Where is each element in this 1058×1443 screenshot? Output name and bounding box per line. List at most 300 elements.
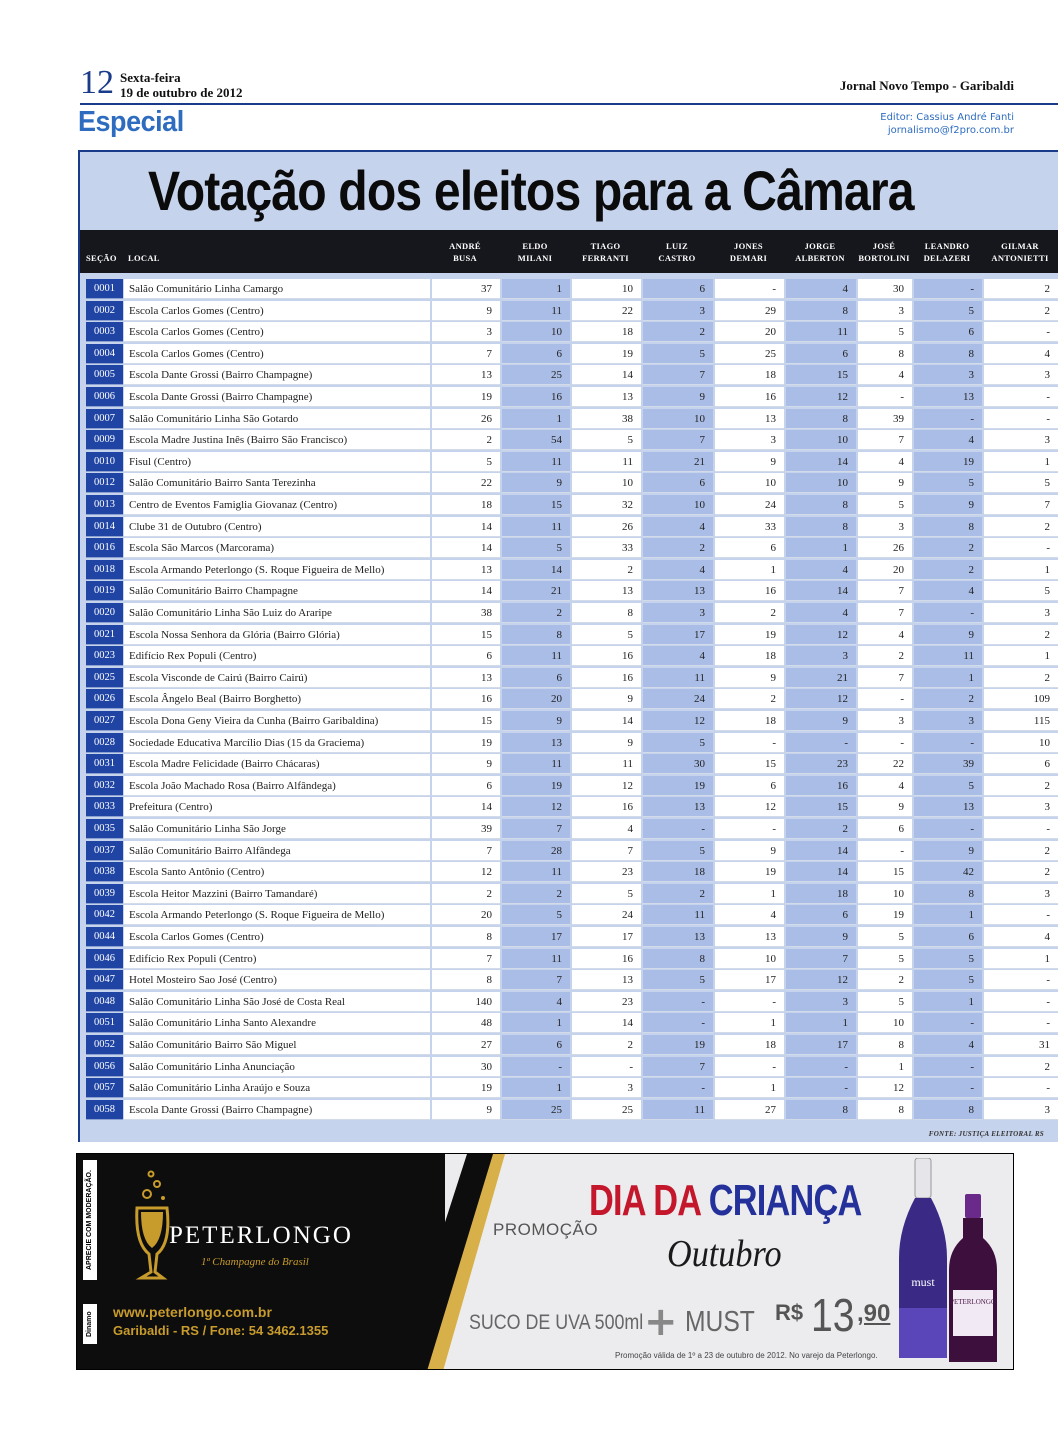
candidate-first-name: ANDRÉ: [449, 241, 481, 251]
vote-count: 15: [786, 365, 856, 385]
vote-count: 1: [715, 884, 784, 904]
issue-date: [120, 70, 243, 100]
vote-count: 9: [858, 797, 912, 817]
vote-count: 18: [432, 495, 500, 515]
vote-count: 9: [502, 473, 570, 493]
vote-count: 2: [984, 668, 1058, 688]
vote-count: 19: [858, 905, 912, 925]
candidate-last-name: FERRANTI: [582, 253, 629, 263]
vote-count: 8: [858, 1100, 912, 1120]
vote-count: 11: [502, 452, 570, 472]
vote-count: 54: [502, 430, 570, 450]
vote-count: -: [858, 387, 912, 407]
vote-count: -: [984, 992, 1058, 1012]
vote-count: 13: [572, 387, 641, 407]
vote-count: 10: [984, 733, 1058, 753]
polling-location: Salão Comunitário Linha São Jorge: [124, 819, 430, 839]
page-number: 12: [80, 64, 114, 101]
vote-count: 19: [643, 776, 713, 796]
vote-count: 18: [715, 646, 784, 666]
section-number: 0056: [86, 1057, 123, 1077]
table-row: [80, 365, 1058, 385]
vote-count: 14: [572, 711, 641, 731]
table-row: [80, 970, 1058, 990]
vote-count: 15: [432, 625, 500, 645]
vote-count: 2: [502, 884, 570, 904]
ad-headline-b: CRIANÇA: [708, 1176, 862, 1225]
table-row: [80, 1100, 1058, 1120]
vote-count: -: [858, 841, 912, 861]
table-row: [80, 279, 1058, 299]
section-number: 0006: [86, 387, 123, 407]
vote-count: 23: [572, 992, 641, 1012]
vote-count: 10: [786, 430, 856, 450]
vote-count: -: [984, 1078, 1058, 1098]
vote-count: -: [914, 1013, 982, 1033]
ad-website-link[interactable]: www.peterlongo.com.br: [113, 1304, 272, 1320]
vote-count: 2: [432, 884, 500, 904]
section-number: 0012: [86, 473, 123, 493]
polling-location: Salão Comunitário Linha São Gotardo: [124, 409, 430, 429]
vote-count: 16: [572, 668, 641, 688]
vote-count: 5: [984, 581, 1058, 601]
vote-count: 11: [572, 754, 641, 774]
vote-count: 16: [432, 689, 500, 709]
section-number: 0014: [86, 517, 123, 537]
gold-swoosh-decoration: [397, 1154, 507, 1370]
section-number: 0027: [86, 711, 123, 731]
vote-count: 4: [502, 992, 570, 1012]
vote-count: 1: [715, 560, 784, 580]
peterlongo-ad[interactable]: [76, 1153, 1014, 1370]
section-number: 0046: [86, 949, 123, 969]
vote-count: 13: [715, 409, 784, 429]
vote-count: 6: [786, 344, 856, 364]
vote-count: -: [984, 970, 1058, 990]
vote-count: 8: [643, 949, 713, 969]
vote-count: 1: [502, 279, 570, 299]
vote-count: 19: [572, 344, 641, 364]
section-number: 0025: [86, 668, 123, 688]
vote-count: -: [914, 733, 982, 753]
vote-count: 5: [858, 992, 912, 1012]
vote-count: 2: [914, 689, 982, 709]
date: 19 de outubro de 2012: [120, 85, 243, 100]
vote-count: 9: [786, 927, 856, 947]
vote-count: 48: [432, 1013, 500, 1033]
table-row: [80, 387, 1058, 407]
vote-count: 18: [715, 1035, 784, 1055]
vote-count: 5: [572, 884, 641, 904]
vote-count: -: [715, 1057, 784, 1077]
vote-count: 8: [572, 603, 641, 623]
vote-count: 21: [786, 668, 856, 688]
vote-count: -: [914, 409, 982, 429]
table-row: [80, 797, 1058, 817]
table-row: [80, 884, 1058, 904]
vote-count: 6: [643, 279, 713, 299]
candidate-last-name: BUSA: [453, 253, 477, 263]
table-row: [80, 473, 1058, 493]
vote-count: 38: [572, 409, 641, 429]
vote-count: 10: [858, 884, 912, 904]
vote-count: 3: [786, 992, 856, 1012]
vote-count: 22: [858, 754, 912, 774]
col-header-secao: SEÇÃO: [86, 253, 117, 263]
vote-count: 10: [858, 1013, 912, 1033]
candidate-last-name: DELAZERI: [923, 253, 971, 263]
vote-count: 9: [715, 841, 784, 861]
candidate-last-name: ANTONIETTI: [991, 253, 1049, 263]
vote-count: 8: [786, 409, 856, 429]
vote-count: 3: [984, 430, 1058, 450]
vote-count: 18: [715, 365, 784, 385]
vote-count: 2: [984, 1057, 1058, 1077]
vote-count: 2: [984, 625, 1058, 645]
polling-location: Escola João Machado Rosa (Bairro Alfândega): [124, 776, 430, 796]
table-row: [80, 430, 1058, 450]
vote-count: -: [984, 409, 1058, 429]
polling-location: Escola Armando Peterlongo (S. Roque Figueira de Mello): [124, 905, 430, 925]
newspaper-name: Jornal Novo Tempo - Garibaldi: [839, 78, 1014, 93]
vote-count: 1: [715, 1078, 784, 1098]
table-row: [80, 862, 1058, 882]
polling-location: Escola Dante Grossi (Bairro Champagne): [124, 1100, 430, 1120]
editor-email[interactable]: jornalismo@f2pro.com.br: [887, 125, 1014, 136]
table-row: [80, 581, 1058, 601]
vote-count: 14: [502, 560, 570, 580]
vote-count: 39: [432, 819, 500, 839]
vote-count: 2: [984, 841, 1058, 861]
vote-count: -: [786, 1078, 856, 1098]
vote-count: 42: [914, 862, 982, 882]
bottle2-label: PETERLONGO: [950, 1298, 996, 1306]
vote-count: 24: [572, 905, 641, 925]
vote-count: 3: [914, 365, 982, 385]
col-header-candidate: [641, 240, 713, 264]
vote-count: 2: [914, 538, 982, 558]
vote-count: 9: [914, 841, 982, 861]
vote-count: 3: [984, 603, 1058, 623]
vote-count: 6: [984, 754, 1058, 774]
vote-count: 16: [572, 646, 641, 666]
section-number: 0018: [86, 560, 123, 580]
vote-count: 1: [502, 1078, 570, 1098]
vote-count: -: [572, 1057, 641, 1077]
vote-count: 11: [643, 905, 713, 925]
vote-count: 4: [914, 430, 982, 450]
vote-count: 6: [914, 322, 982, 342]
vote-count: 17: [786, 1035, 856, 1055]
vote-count: 6: [502, 1035, 570, 1055]
vote-count: 8: [858, 344, 912, 364]
vote-count: 7: [984, 495, 1058, 515]
vote-count: 5: [914, 776, 982, 796]
vote-count: 3: [786, 646, 856, 666]
vote-count: 6: [715, 776, 784, 796]
vote-count: 12: [643, 711, 713, 731]
vote-count: 6: [432, 776, 500, 796]
vote-count: 18: [786, 884, 856, 904]
vote-count: 12: [786, 970, 856, 990]
vote-count: 3: [572, 1078, 641, 1098]
editor-info: [880, 111, 1014, 137]
vote-count: 5: [914, 949, 982, 969]
vote-count: 14: [572, 1013, 641, 1033]
vote-count: 9: [858, 473, 912, 493]
vote-count: 13: [502, 733, 570, 753]
section-number: 0021: [86, 625, 123, 645]
vote-count: 2: [715, 689, 784, 709]
vote-count: 4: [643, 517, 713, 537]
editor-name: Editor: Cassius André Fanti: [880, 112, 1014, 123]
vote-count: 3: [858, 301, 912, 321]
vote-count: 18: [643, 862, 713, 882]
section-number: 0037: [86, 841, 123, 861]
polling-location: Escola Madre Justina Inês (Bairro São Francisco): [124, 430, 430, 450]
ad-tagline: 1ª Champagne do Brasil: [201, 1256, 309, 1268]
vote-count: 5: [572, 430, 641, 450]
col-header-candidate: [784, 240, 856, 264]
vote-count: 26: [858, 538, 912, 558]
vote-count: 3: [984, 365, 1058, 385]
vote-count: 7: [572, 841, 641, 861]
col-header-candidate: [500, 240, 570, 264]
candidate-last-name: CASTRO: [658, 253, 696, 263]
vote-count: 2: [984, 279, 1058, 299]
vote-count: 8: [432, 970, 500, 990]
vote-count: 4: [715, 905, 784, 925]
table-row: [80, 1078, 1058, 1098]
section-title: Especial: [78, 106, 184, 138]
vote-count: 5: [643, 733, 713, 753]
table-row: [80, 819, 1058, 839]
polling-location: Escola Ângelo Beal (Bairro Borghetto): [124, 689, 430, 709]
vote-count: 7: [432, 949, 500, 969]
vote-count: 25: [502, 1100, 570, 1120]
polling-location: Salão Comunitário Bairro Santa Terezinha: [124, 473, 430, 493]
section-number: 0028: [86, 733, 123, 753]
ad-brand: PETERLONGO: [169, 1222, 353, 1249]
vote-count: 14: [786, 452, 856, 472]
section-number: 0038: [86, 862, 123, 882]
polling-location: Escola Madre Felicidade (Bairro Chácaras): [124, 754, 430, 774]
vote-count: -: [643, 1078, 713, 1098]
vote-count: 23: [572, 862, 641, 882]
vote-count: 8: [914, 884, 982, 904]
vote-count: 5: [984, 473, 1058, 493]
table-row: [80, 452, 1058, 472]
vote-count: 7: [643, 430, 713, 450]
vote-count: 2: [572, 1035, 641, 1055]
table-row: [80, 344, 1058, 364]
section-number: 0035: [86, 819, 123, 839]
vote-count: 1: [715, 1013, 784, 1033]
vote-count: -: [786, 733, 856, 753]
vote-count: 30: [432, 1057, 500, 1077]
section-number: 0003: [86, 322, 123, 342]
vote-count: 39: [858, 409, 912, 429]
weekday: Sexta-feira: [120, 70, 181, 85]
vote-count: 16: [572, 949, 641, 969]
candidate-first-name: GILMAR: [1001, 241, 1039, 251]
vote-count: 11: [502, 949, 570, 969]
vote-count: 12: [715, 797, 784, 817]
vote-count: 13: [643, 581, 713, 601]
vote-count: 14: [786, 841, 856, 861]
vote-count: 39: [914, 754, 982, 774]
vote-count: 5: [643, 344, 713, 364]
vote-count: 1: [914, 905, 982, 925]
polling-location: Escola Carlos Gomes (Centro): [124, 322, 430, 342]
vote-count: 32: [572, 495, 641, 515]
polling-location: Salão Comunitário Linha Araújo e Souza: [124, 1078, 430, 1098]
vote-count: 3: [914, 711, 982, 731]
vote-count: 17: [643, 625, 713, 645]
vote-count: 3: [984, 1100, 1058, 1120]
vote-count: 8: [502, 625, 570, 645]
vote-count: 4: [643, 560, 713, 580]
vote-count: 10: [715, 473, 784, 493]
vote-count: 8: [914, 344, 982, 364]
vote-count: 4: [858, 452, 912, 472]
vote-count: 4: [572, 819, 641, 839]
polling-location: Escola Nossa Senhora da Glória (Bairro Glória): [124, 625, 430, 645]
vote-count: 2: [984, 517, 1058, 537]
table-row: [80, 322, 1058, 342]
section-number: 0001: [86, 279, 123, 299]
col-header-candidate: [430, 240, 500, 264]
vote-count: 38: [432, 603, 500, 623]
vote-count: 8: [432, 927, 500, 947]
vote-count: 8: [914, 517, 982, 537]
vote-count: -: [715, 733, 784, 753]
article-title: Votação dos eleitos para a Câmara: [148, 159, 914, 222]
vote-count: 13: [914, 387, 982, 407]
polling-location: Escola Carlos Gomes (Centro): [124, 301, 430, 321]
vote-count: 10: [572, 473, 641, 493]
vote-count: 20: [432, 905, 500, 925]
candidate-last-name: BORTOLINI: [858, 253, 910, 263]
vote-count: 11: [786, 322, 856, 342]
vote-count: 18: [572, 322, 641, 342]
vote-count: 13: [432, 668, 500, 688]
vote-count: 7: [502, 819, 570, 839]
vote-count: 6: [502, 668, 570, 688]
vote-count: 8: [786, 1100, 856, 1120]
vote-count: 26: [432, 409, 500, 429]
table-row: [80, 603, 1058, 623]
vote-count: 9: [914, 495, 982, 515]
table-row: [80, 301, 1058, 321]
section-number: 0026: [86, 689, 123, 709]
section-number: 0009: [86, 430, 123, 450]
vote-count: 33: [715, 517, 784, 537]
polling-location: Escola Heitor Mazzini (Bairro Tamandaré): [124, 884, 430, 904]
vote-count: 13: [432, 365, 500, 385]
section-number: 0010: [86, 452, 123, 472]
vote-count: 13: [572, 581, 641, 601]
vote-count: 109: [984, 689, 1058, 709]
vote-count: 14: [432, 517, 500, 537]
vote-count: -: [914, 279, 982, 299]
section-number: 0004: [86, 344, 123, 364]
vote-count: 3: [643, 603, 713, 623]
table-row: [80, 733, 1058, 753]
vote-count: 11: [502, 301, 570, 321]
vote-count: 5: [858, 495, 912, 515]
polling-location: Escola Dona Geny Vieira da Cunha (Bairro Garibaldina): [124, 711, 430, 731]
vote-count: 7: [858, 430, 912, 450]
vote-count: 31: [984, 1035, 1058, 1055]
vote-count: 1: [984, 452, 1058, 472]
vote-count: -: [984, 538, 1058, 558]
polling-location: Salão Comunitário Linha São Luiz do Araripe: [124, 603, 430, 623]
vote-count: 2: [432, 430, 500, 450]
vote-count: 1: [984, 646, 1058, 666]
vote-count: 16: [502, 387, 570, 407]
vote-count: 15: [432, 711, 500, 731]
vote-count: 7: [643, 1057, 713, 1077]
vote-count: 4: [914, 581, 982, 601]
table-row: [80, 517, 1058, 537]
section-number: 0052: [86, 1035, 123, 1055]
vote-count: 25: [502, 365, 570, 385]
polling-location: Escola Dante Grossi (Bairro Champagne): [124, 365, 430, 385]
ad-headline-a: DIA DA: [589, 1176, 709, 1225]
table-row: [80, 495, 1058, 515]
vote-count: 16: [572, 797, 641, 817]
vote-count: 20: [858, 560, 912, 580]
vote-count: 13: [643, 797, 713, 817]
vote-count: 1: [502, 409, 570, 429]
polling-location: Escola Dante Grossi (Bairro Champagne): [124, 387, 430, 407]
vote-count: 17: [572, 927, 641, 947]
vote-count: 6: [914, 927, 982, 947]
vote-count: 33: [572, 538, 641, 558]
section-number: 0044: [86, 927, 123, 947]
vote-count: 15: [858, 862, 912, 882]
vote-count: 13: [432, 560, 500, 580]
table-row: [80, 905, 1058, 925]
vote-count: -: [858, 689, 912, 709]
vote-count: 24: [715, 495, 784, 515]
vote-count: 13: [572, 970, 641, 990]
vote-count: 11: [572, 452, 641, 472]
vote-count: 3: [984, 797, 1058, 817]
vote-count: 13: [643, 927, 713, 947]
vote-count: 12: [786, 387, 856, 407]
ad-headline: [589, 1176, 862, 1226]
table-row: [80, 538, 1058, 558]
vote-count: 9: [432, 301, 500, 321]
vote-count: 18: [715, 711, 784, 731]
col-header-candidate: [570, 240, 641, 264]
section-number: 0002: [86, 301, 123, 321]
vote-count: 6: [432, 646, 500, 666]
vote-count: 1: [786, 538, 856, 558]
vote-count: 9: [432, 1100, 500, 1120]
polling-location: Fisul (Centro): [124, 452, 430, 472]
ad-side-note-agency: Dinamo: [83, 1304, 97, 1344]
ad-phone: Garibaldi - RS / Fone: 54 3462.1355: [113, 1323, 329, 1338]
vote-count: 6: [502, 344, 570, 364]
polling-location: Salão Comunitário Linha Anunciação: [124, 1057, 430, 1077]
vote-count: -: [914, 1057, 982, 1077]
vote-count: -: [858, 733, 912, 753]
vote-count: 7: [858, 603, 912, 623]
polling-location: Centro de Eventos Famiglia Giovanaz (Centro): [124, 495, 430, 515]
